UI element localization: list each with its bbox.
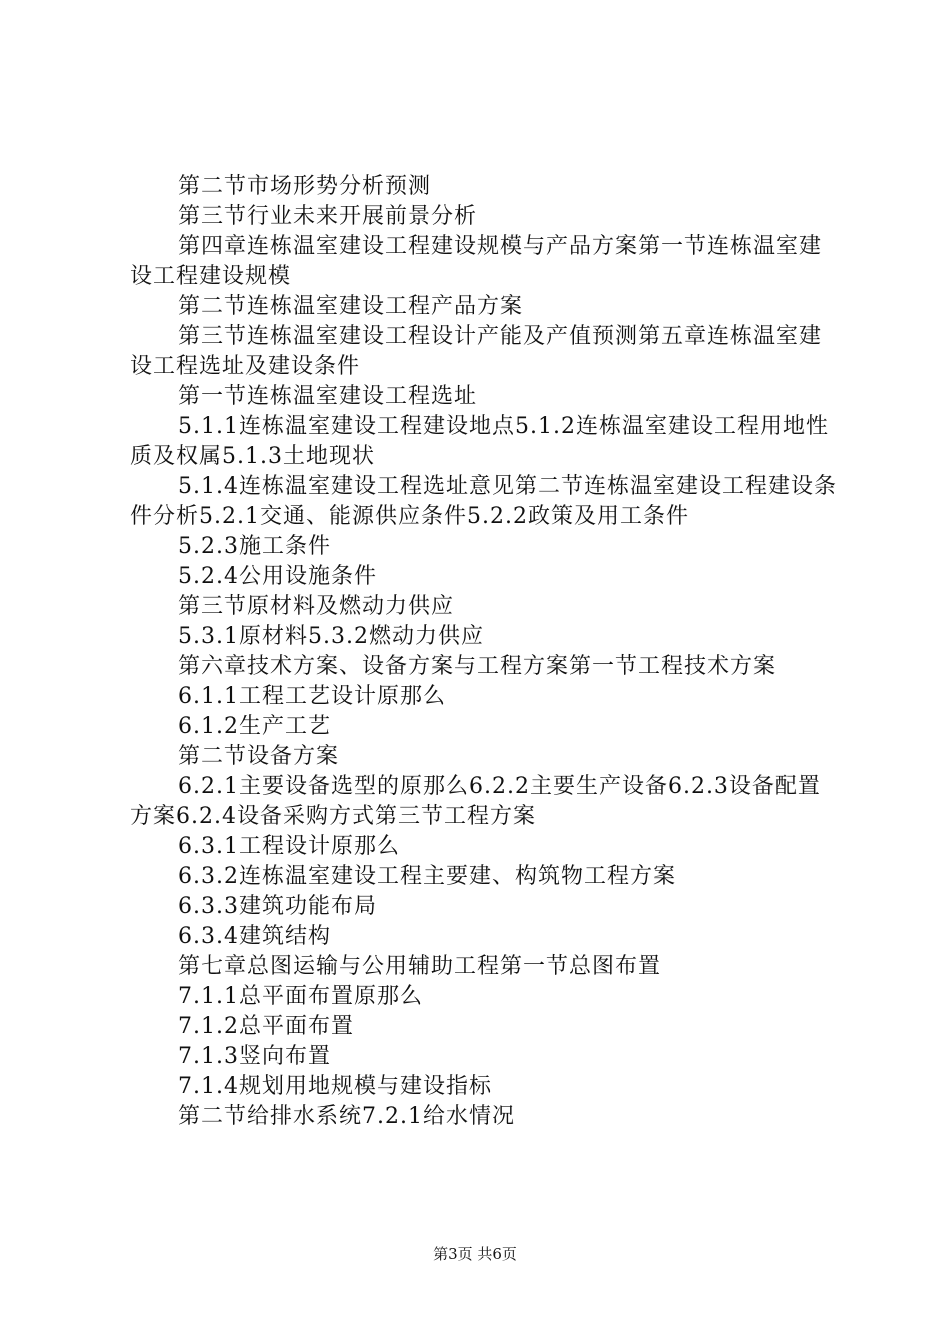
paragraph: 5.3.1原材料5.3.2燃动力供应 (178, 624, 484, 649)
paragraph: 7.1.3竖向布置 (178, 1044, 331, 1069)
paragraph: 第三节连栋温室建设工程设计产能及产值预测第五章连栋温室建设工程选址及建设条件 (130, 324, 823, 379)
paragraph: 5.2.3施工条件 (178, 534, 331, 559)
paragraph: 第二节市场形势分析预测 (178, 174, 432, 199)
paragraph: 7.1.4规划用地规模与建设指标 (178, 1074, 492, 1099)
paragraph: 6.3.3建筑功能布局 (178, 894, 377, 919)
document-body (130, 172, 842, 1132)
paragraph: 第三节原材料及燃动力供应 (178, 594, 455, 619)
paragraph: 6.1.1工程工艺设计原那么 (178, 684, 446, 709)
paragraph: 5.1.4连栋温室建设工程选址意见第二节连栋温室建设工程建设条件分析5.2.1交通、能源供应条件5.2.2政策及用工条件 (130, 474, 837, 529)
paragraph: 5.2.4公用设施条件 (178, 564, 377, 589)
page-number-footer: 第3页 共6页 (433, 1245, 517, 1263)
paragraph: 第三节行业未来开展前景分析 (178, 204, 478, 229)
paragraph: 6.2.1主要设备选型的原那么6.2.2主要生产设备6.2.3设备配置方案6.2.4设备采购方式第三节工程方案 (130, 774, 821, 829)
paragraph: 第六章技术方案、设备方案与工程方案第一节工程技术方案 (178, 654, 777, 679)
paragraph: 6.1.2生产工艺 (178, 714, 331, 739)
paragraph: 6.3.2连栋温室建设工程主要建、构筑物工程方案 (178, 864, 676, 889)
paragraph: 第二节连栋温室建设工程产品方案 (178, 294, 524, 319)
paragraph: 第一节连栋温室建设工程选址 (178, 384, 478, 409)
paragraph: 7.1.1总平面布置原那么 (178, 984, 423, 1009)
paragraph: 6.3.4建筑结构 (178, 924, 331, 949)
paragraph: 第二节设备方案 (178, 744, 340, 769)
paragraph: 第二节给排水系统7.2.1给水情况 (178, 1104, 515, 1129)
paragraph: 7.1.2总平面布置 (178, 1014, 354, 1039)
paragraph: 5.1.1连栋温室建设工程建设地点5.1.2连栋温室建设工程用地性质及权属5.1.3土地现状 (130, 414, 829, 469)
paragraph: 6.3.1工程设计原那么 (178, 834, 400, 859)
paragraph: 第四章连栋温室建设工程建设规模与产品方案第一节连栋温室建设工程建设规模 (130, 234, 823, 289)
paragraph: 第七章总图运输与公用辅助工程第一节总图布置 (178, 954, 662, 979)
